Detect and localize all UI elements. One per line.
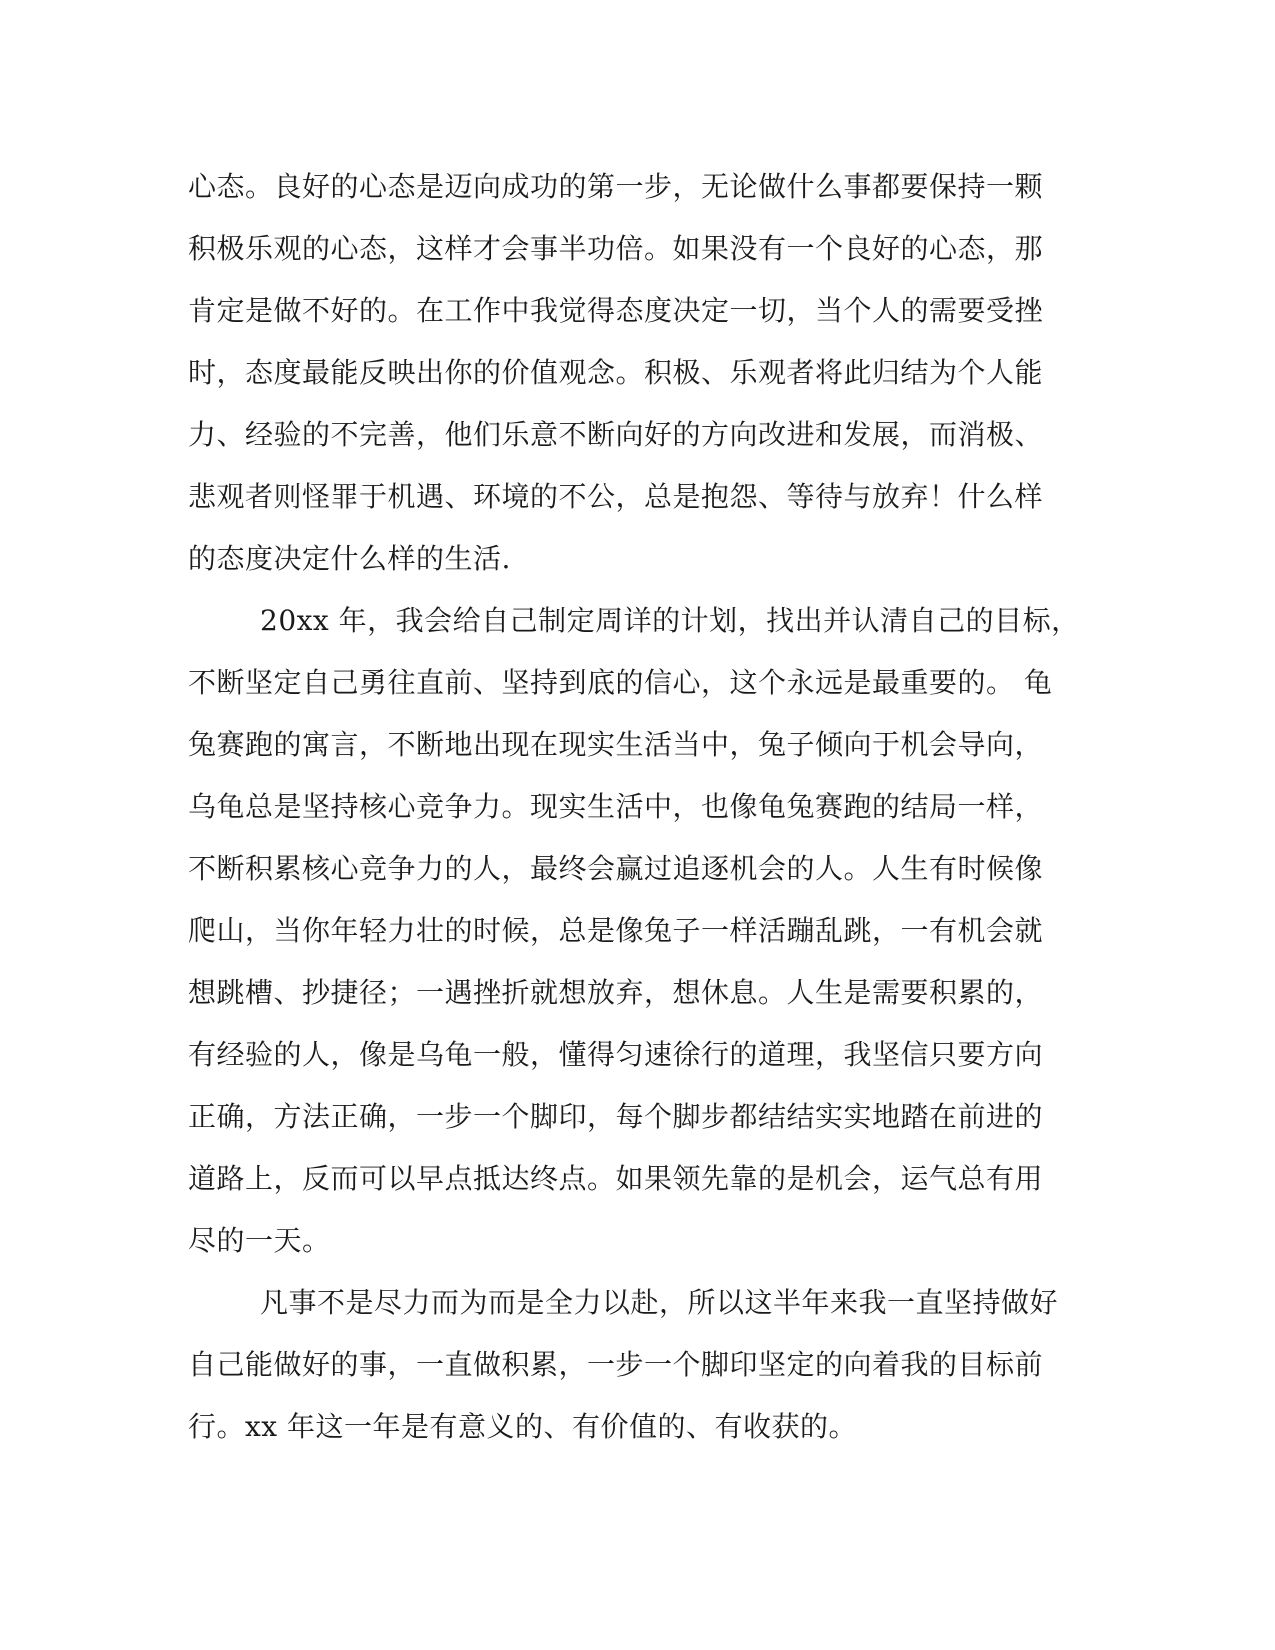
text-line: 20xx 年，我会给自己制定周详的计划，找出并认清自己的目标，	[260, 604, 1080, 637]
text-line: 凡事不是尽力而为而是全力以赴，所以这半年来我一直坚持做好	[260, 1286, 1059, 1319]
text-line: 有经验的人，像是乌龟一般，懂得匀速徐行的道理，我坚信只要方向	[188, 1038, 1044, 1071]
text-line: 的态度决定什么样的生活.	[188, 542, 511, 575]
paragraph-2	[188, 590, 1080, 1272]
text-line: 悲观者则怪罪于机遇、环境的不公，总是抱怨、等待与放弃！什么样	[188, 480, 1044, 513]
text-line: 积极乐观的心态，这样才会事半功倍。如果没有一个良好的心态，那	[188, 232, 1044, 265]
text-line: 正确，方法正确，一步一个脚印，每个脚步都结结实实地踏在前进的	[188, 1100, 1044, 1133]
text-line: 时，态度最能反映出你的价值观念。积极、乐观者将此归结为个人能	[188, 356, 1044, 389]
paragraph-3	[188, 1272, 1068, 1458]
paragraph-1	[188, 156, 1068, 590]
text-line: 不断坚定自己勇往直前、坚持到底的信心，这个永远是最重要的。 龟	[188, 666, 1053, 699]
text-line: 自己能做好的事，一直做积累，一步一个脚印坚定的向着我的目标前	[188, 1348, 1044, 1381]
text-line: 想跳槽、抄捷径；一遇挫折就想放弃，想休息。人生是需要积累的，	[188, 976, 1044, 1009]
text-line: 尽的一天。	[188, 1224, 331, 1257]
text-line: 兔赛跑的寓言，不断地出现在现实生活当中，兔子倾向于机会导向，	[188, 728, 1044, 761]
text-line: 肯定是做不好的。在工作中我觉得态度决定一切，当个人的需要受挫	[188, 294, 1044, 327]
text-line: 力、经验的不完善，他们乐意不断向好的方向改进和发展，而消极、	[188, 418, 1044, 451]
text-line: 道路上，反而可以早点抵达终点。如果领先靠的是机会，运气总有用	[188, 1162, 1044, 1195]
text-line: 爬山，当你年轻力壮的时候，总是像兔子一样活蹦乱跳，一有机会就	[188, 914, 1044, 947]
text-line: 乌龟总是坚持核心竞争力。现实生活中，也像龟兔赛跑的结局一样，	[188, 790, 1044, 823]
text-line: 心态。良好的心态是迈向成功的第一步，无论做什么事都要保持一颗	[188, 170, 1044, 203]
text-line: 不断积累核心竞争力的人，最终会赢过追逐机会的人。人生有时候像	[188, 852, 1044, 885]
document-body	[188, 156, 1080, 1458]
text-line: 行。xx 年这一年是有意义的、有价值的、有收获的。	[188, 1410, 857, 1443]
